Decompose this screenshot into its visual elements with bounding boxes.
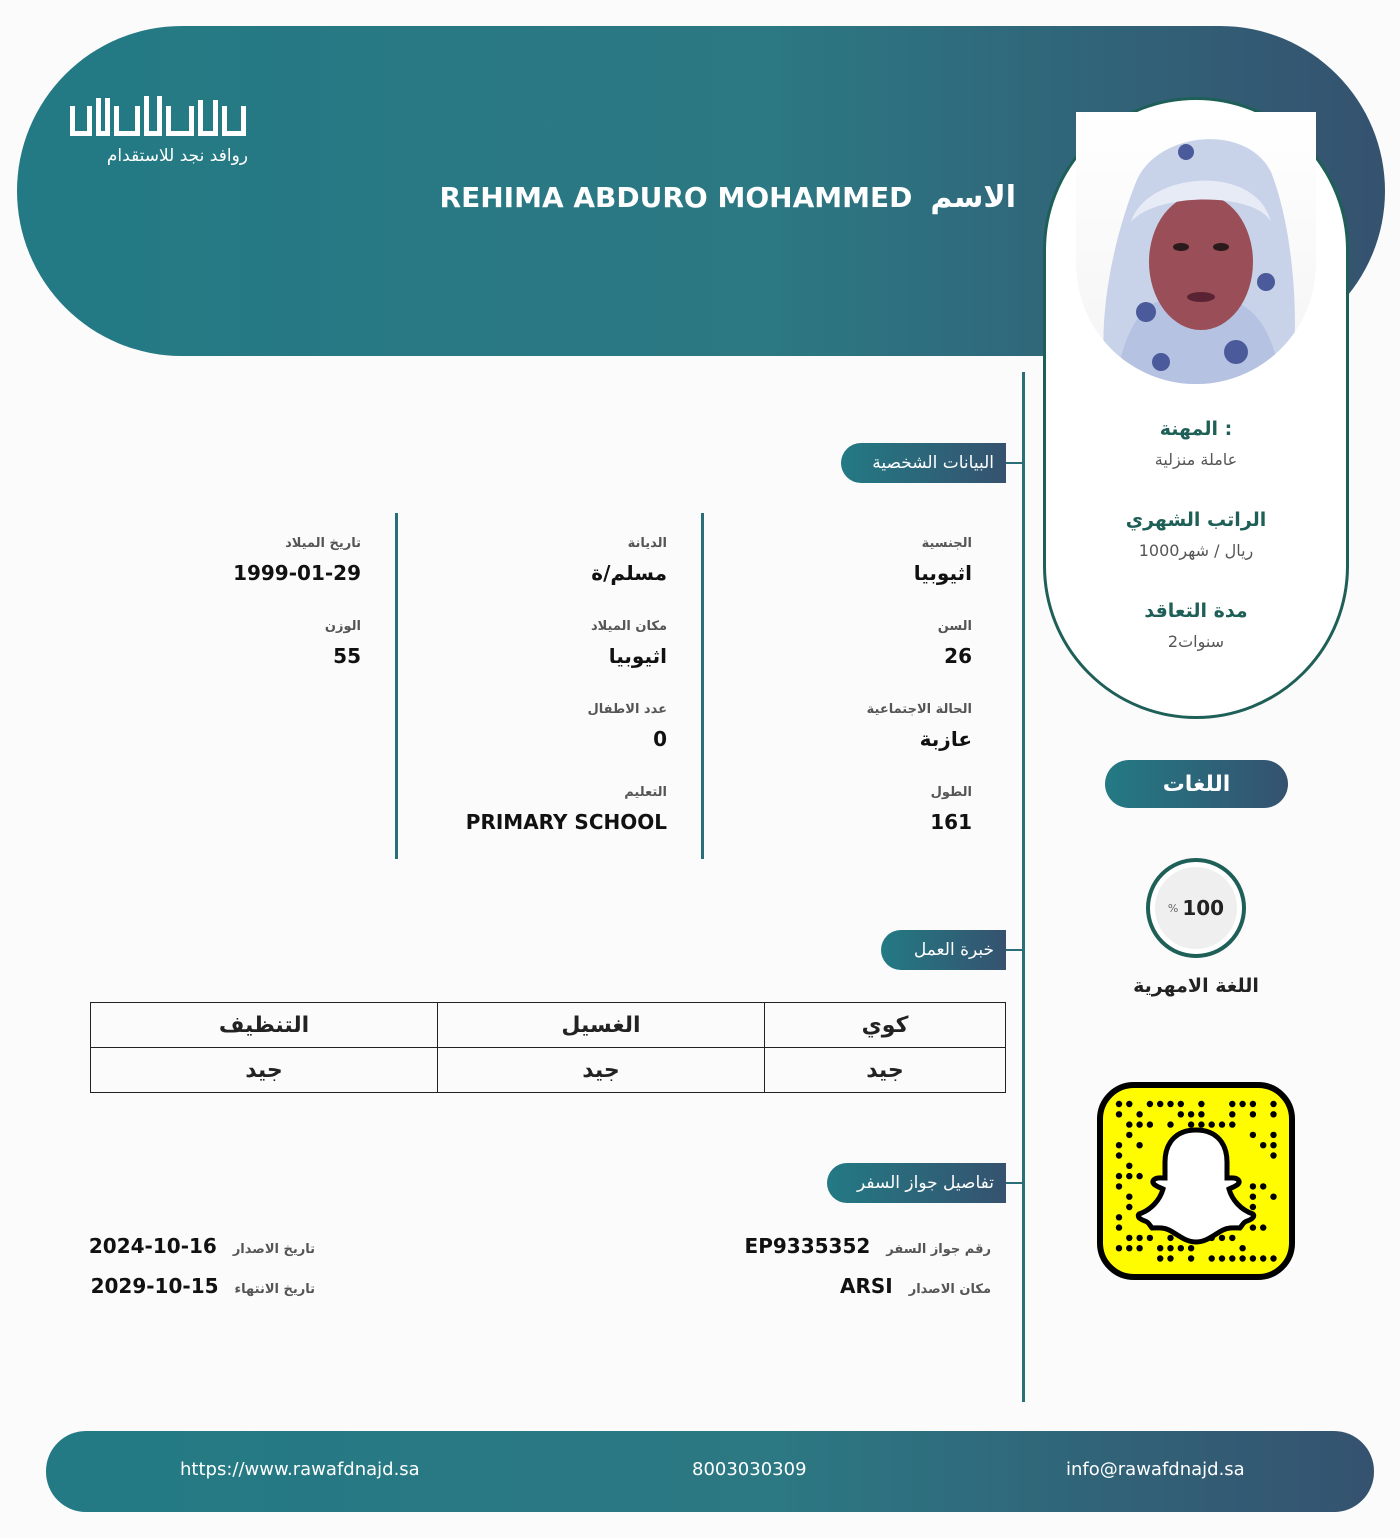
snapcode-dot: [1167, 1255, 1173, 1261]
snapcode-dot: [1250, 1204, 1256, 1210]
snapcode-dot: [1188, 1255, 1194, 1261]
religion-value: مسلم/ة: [591, 561, 667, 585]
footer-bar: [46, 1431, 1374, 1512]
snapcode-dot: [1219, 1121, 1225, 1127]
section-personal: [841, 443, 1006, 483]
snapcode-dot: [1178, 1245, 1184, 1251]
snapcode-dot: [1116, 1183, 1122, 1189]
snapchat-snapcode[interactable]: [1097, 1082, 1295, 1280]
skill-header: الغسيل: [438, 1003, 765, 1048]
field-education: [466, 785, 667, 834]
snapcode-dot: [1260, 1224, 1266, 1230]
field-age: [938, 619, 972, 668]
footer-phone[interactable]: 8003030309: [692, 1459, 807, 1480]
field-nationality: [914, 536, 972, 585]
marital-label: الحالة الاجتماعية: [866, 702, 972, 717]
snapcode-dot: [1229, 1255, 1235, 1261]
section-passport-label: تفاصيل جواز السفر: [856, 1173, 994, 1193]
snapcode-dot: [1188, 1121, 1194, 1127]
logo-text: روافد نجد للاستقدام: [106, 146, 248, 166]
profession-block: [1046, 418, 1346, 469]
passport-issue-value: 2024-10-16: [88, 1234, 217, 1258]
snapcode-dot: [1250, 1183, 1256, 1189]
snapcode-dot: [1188, 1111, 1194, 1117]
field-religion: [591, 536, 667, 585]
company-logo: [70, 96, 250, 176]
passport-number-row: [745, 1234, 991, 1258]
snapcode-dot: [1229, 1101, 1235, 1107]
skills-rating-row: [91, 1048, 1006, 1093]
snapcode-dot: [1219, 1235, 1225, 1241]
section-experience: [881, 930, 1006, 970]
age-value: 26: [944, 644, 972, 668]
skill-rating: جيد: [91, 1048, 438, 1093]
profession-value: عاملة منزلية: [1154, 450, 1238, 469]
religion-label: الديانة: [627, 536, 667, 551]
snapcode-dot: [1147, 1121, 1153, 1127]
snapcode-dot: [1250, 1194, 1256, 1200]
field-children: [588, 702, 668, 751]
snapcode-dot: [1198, 1121, 1204, 1127]
skills-table: [90, 1002, 1006, 1093]
snapcode-dot: [1260, 1183, 1266, 1189]
snapcode-dot: [1167, 1245, 1173, 1251]
snapcode-dot: [1209, 1255, 1215, 1261]
snapcode-dot: [1136, 1121, 1142, 1127]
snapcode-dot: [1116, 1152, 1122, 1158]
education-label: التعليم: [624, 785, 667, 800]
languages-title: [1105, 760, 1288, 808]
skill-header: التنظيف: [91, 1003, 438, 1048]
snapcode-dot: [1126, 1173, 1132, 1179]
field-marital-status: [867, 702, 972, 751]
snapcode-dot: [1198, 1101, 1204, 1107]
snapcode-dot: [1229, 1121, 1235, 1127]
snapchat-ghost-icon: [1097, 1082, 1295, 1280]
language-percent: 100: [1182, 896, 1225, 920]
profile-card: [1043, 97, 1349, 719]
snapcode-dot: [1250, 1255, 1256, 1261]
name-value: REHIMA ABDURO MOHAMMED: [439, 181, 913, 214]
salary-block: [1046, 509, 1346, 560]
snapcode-dot: [1229, 1111, 1235, 1117]
skill-rating: جيد: [765, 1048, 1006, 1093]
section-passport: [827, 1163, 1006, 1203]
footer-website-link[interactable]: https://www.rawafdnajd.sa: [180, 1459, 420, 1480]
snapcode-dot: [1239, 1255, 1245, 1261]
contract-block: [1046, 600, 1346, 651]
snapcode-dot: [1126, 1101, 1132, 1107]
passport-issue-label: تاريخ الاصدار: [232, 1242, 315, 1257]
skill-header: كوي: [765, 1003, 1006, 1048]
name-label: الاسم: [930, 180, 1016, 215]
snapcode-dot: [1178, 1101, 1184, 1107]
snapcode-dot: [1126, 1204, 1132, 1210]
snapcode-dot: [1260, 1142, 1266, 1148]
section-experience-label: خبرة العمل: [913, 940, 994, 960]
snapcode-dot: [1116, 1245, 1122, 1251]
snapcode-dot: [1270, 1101, 1276, 1107]
footer-email-link[interactable]: info@rawafdnajd.sa: [1066, 1459, 1245, 1480]
field-height: [930, 785, 972, 834]
birthdate-label: تاريخ الميلاد: [285, 536, 361, 551]
snapcode-dot: [1250, 1224, 1256, 1230]
section-personal-label: البيانات الشخصية: [872, 453, 994, 473]
nationality-value: اثيوبيا: [913, 561, 972, 585]
passport-number-value: EP9335352: [744, 1234, 871, 1258]
snapcode-dot: [1126, 1163, 1132, 1169]
vertical-divider: [1022, 372, 1025, 1402]
passport-expiry-row: [91, 1274, 315, 1298]
snapcode-dot: [1116, 1142, 1122, 1148]
snapcode-dot: [1136, 1111, 1142, 1117]
children-value: 0: [653, 727, 667, 751]
children-label: عدد الاطفال: [587, 702, 667, 717]
snapcode-dot: [1157, 1101, 1163, 1107]
salary-value: 1000ريال / شهر: [1138, 541, 1254, 560]
profile-photo-illustration: [1076, 112, 1316, 384]
skills-header-row: [91, 1003, 1006, 1048]
snapcode-dot: [1167, 1235, 1173, 1241]
snapcode-dot: [1188, 1245, 1194, 1251]
height-label: الطول: [930, 785, 972, 800]
passport-place-value: ARSI: [840, 1274, 893, 1298]
birthplace-value: اثيوبيا: [608, 644, 667, 668]
snapcode-dot: [1116, 1224, 1122, 1230]
birthdate-value: 1999-01-29: [233, 561, 361, 585]
snapcode-dot: [1116, 1111, 1122, 1117]
snapcode-dot: [1250, 1101, 1256, 1107]
snapcode-dot: [1116, 1214, 1122, 1220]
logo-mark: [70, 96, 250, 136]
snapcode-dot: [1126, 1132, 1132, 1138]
field-weight: [325, 619, 361, 668]
snapcode-dot: [1219, 1255, 1225, 1261]
section-connector: [1006, 949, 1023, 951]
passport-expiry-label: تاريخ الانتهاء: [234, 1282, 315, 1297]
snapcode-dot: [1126, 1121, 1132, 1127]
section-connector: [1006, 1182, 1023, 1184]
age-label: السن: [937, 619, 972, 634]
snapcode-dot: [1270, 1142, 1276, 1148]
column-divider: [701, 513, 704, 859]
profession-label: المهنة :: [1159, 418, 1233, 440]
contract-value: 2سنوات: [1167, 632, 1225, 651]
snapcode-dot: [1116, 1173, 1122, 1179]
marital-value: عازبة: [919, 727, 972, 751]
snapcode-dot: [1229, 1235, 1235, 1241]
snapcode-dot: [1126, 1235, 1132, 1241]
snapcode-dot: [1260, 1255, 1266, 1261]
language-progress-inner: [1155, 867, 1237, 949]
snapcode-dot: [1250, 1111, 1256, 1117]
snapcode-dot: [1239, 1245, 1245, 1251]
education-value: PRIMARY SCHOOL: [465, 810, 667, 834]
snapcode-dot: [1239, 1101, 1245, 1107]
snapcode-dot: [1198, 1111, 1204, 1117]
passport-number-label: رقم جواز السفر: [886, 1242, 991, 1257]
language-name: اللغة الامهرية: [1133, 975, 1259, 997]
snapcode-dot: [1250, 1132, 1256, 1138]
contract-label: مدة التعاقد: [1144, 600, 1248, 622]
column-divider: [395, 513, 398, 859]
snapcode-dot: [1136, 1245, 1142, 1251]
weight-value: 55: [333, 644, 361, 668]
name-row: [440, 180, 1016, 215]
weight-label: الوزن: [324, 619, 361, 634]
snapcode-dot: [1157, 1255, 1163, 1261]
snapcode-dot: [1270, 1152, 1276, 1158]
snapcode-dot: [1178, 1111, 1184, 1117]
passport-issue-row: [89, 1234, 315, 1258]
snapcode-dot: [1147, 1235, 1153, 1241]
snapcode-dot: [1270, 1194, 1276, 1200]
skill-rating: جيد: [438, 1048, 765, 1093]
passport-expiry-value: 2029-10-15: [90, 1274, 219, 1298]
snapcode-dot: [1270, 1132, 1276, 1138]
language-progress-ring: [1146, 858, 1246, 958]
percent-sign: %: [1167, 901, 1179, 915]
snapcode-dot: [1270, 1255, 1276, 1261]
field-birthdate: [233, 536, 361, 585]
snapcode-dot: [1167, 1101, 1173, 1107]
snapcode-dot: [1167, 1121, 1173, 1127]
profile-photo: [1076, 112, 1316, 384]
snapcode-dot: [1136, 1235, 1142, 1241]
snapcode-dot: [1136, 1173, 1142, 1179]
snapcode-dot: [1116, 1101, 1122, 1107]
languages-title-label: اللغات: [1162, 771, 1231, 797]
snapcode-dot: [1270, 1111, 1276, 1117]
snapcode-dot: [1126, 1245, 1132, 1251]
snapcode-dot: [1209, 1121, 1215, 1127]
snapcode-dot: [1157, 1245, 1163, 1251]
section-connector: [1006, 462, 1023, 464]
passport-place-row: [840, 1274, 991, 1298]
field-birthplace: [591, 619, 667, 668]
snapcode-dot: [1136, 1142, 1142, 1148]
salary-label: الراتب الشهري: [1125, 509, 1267, 531]
snapcode-dot: [1126, 1194, 1132, 1200]
birthplace-label: مكان الميلاد: [590, 619, 667, 634]
passport-place-label: مكان الاصدار: [908, 1282, 991, 1297]
snapcode-dot: [1147, 1101, 1153, 1107]
nationality-label: الجنسية: [921, 536, 972, 551]
height-value: 161: [930, 810, 972, 834]
